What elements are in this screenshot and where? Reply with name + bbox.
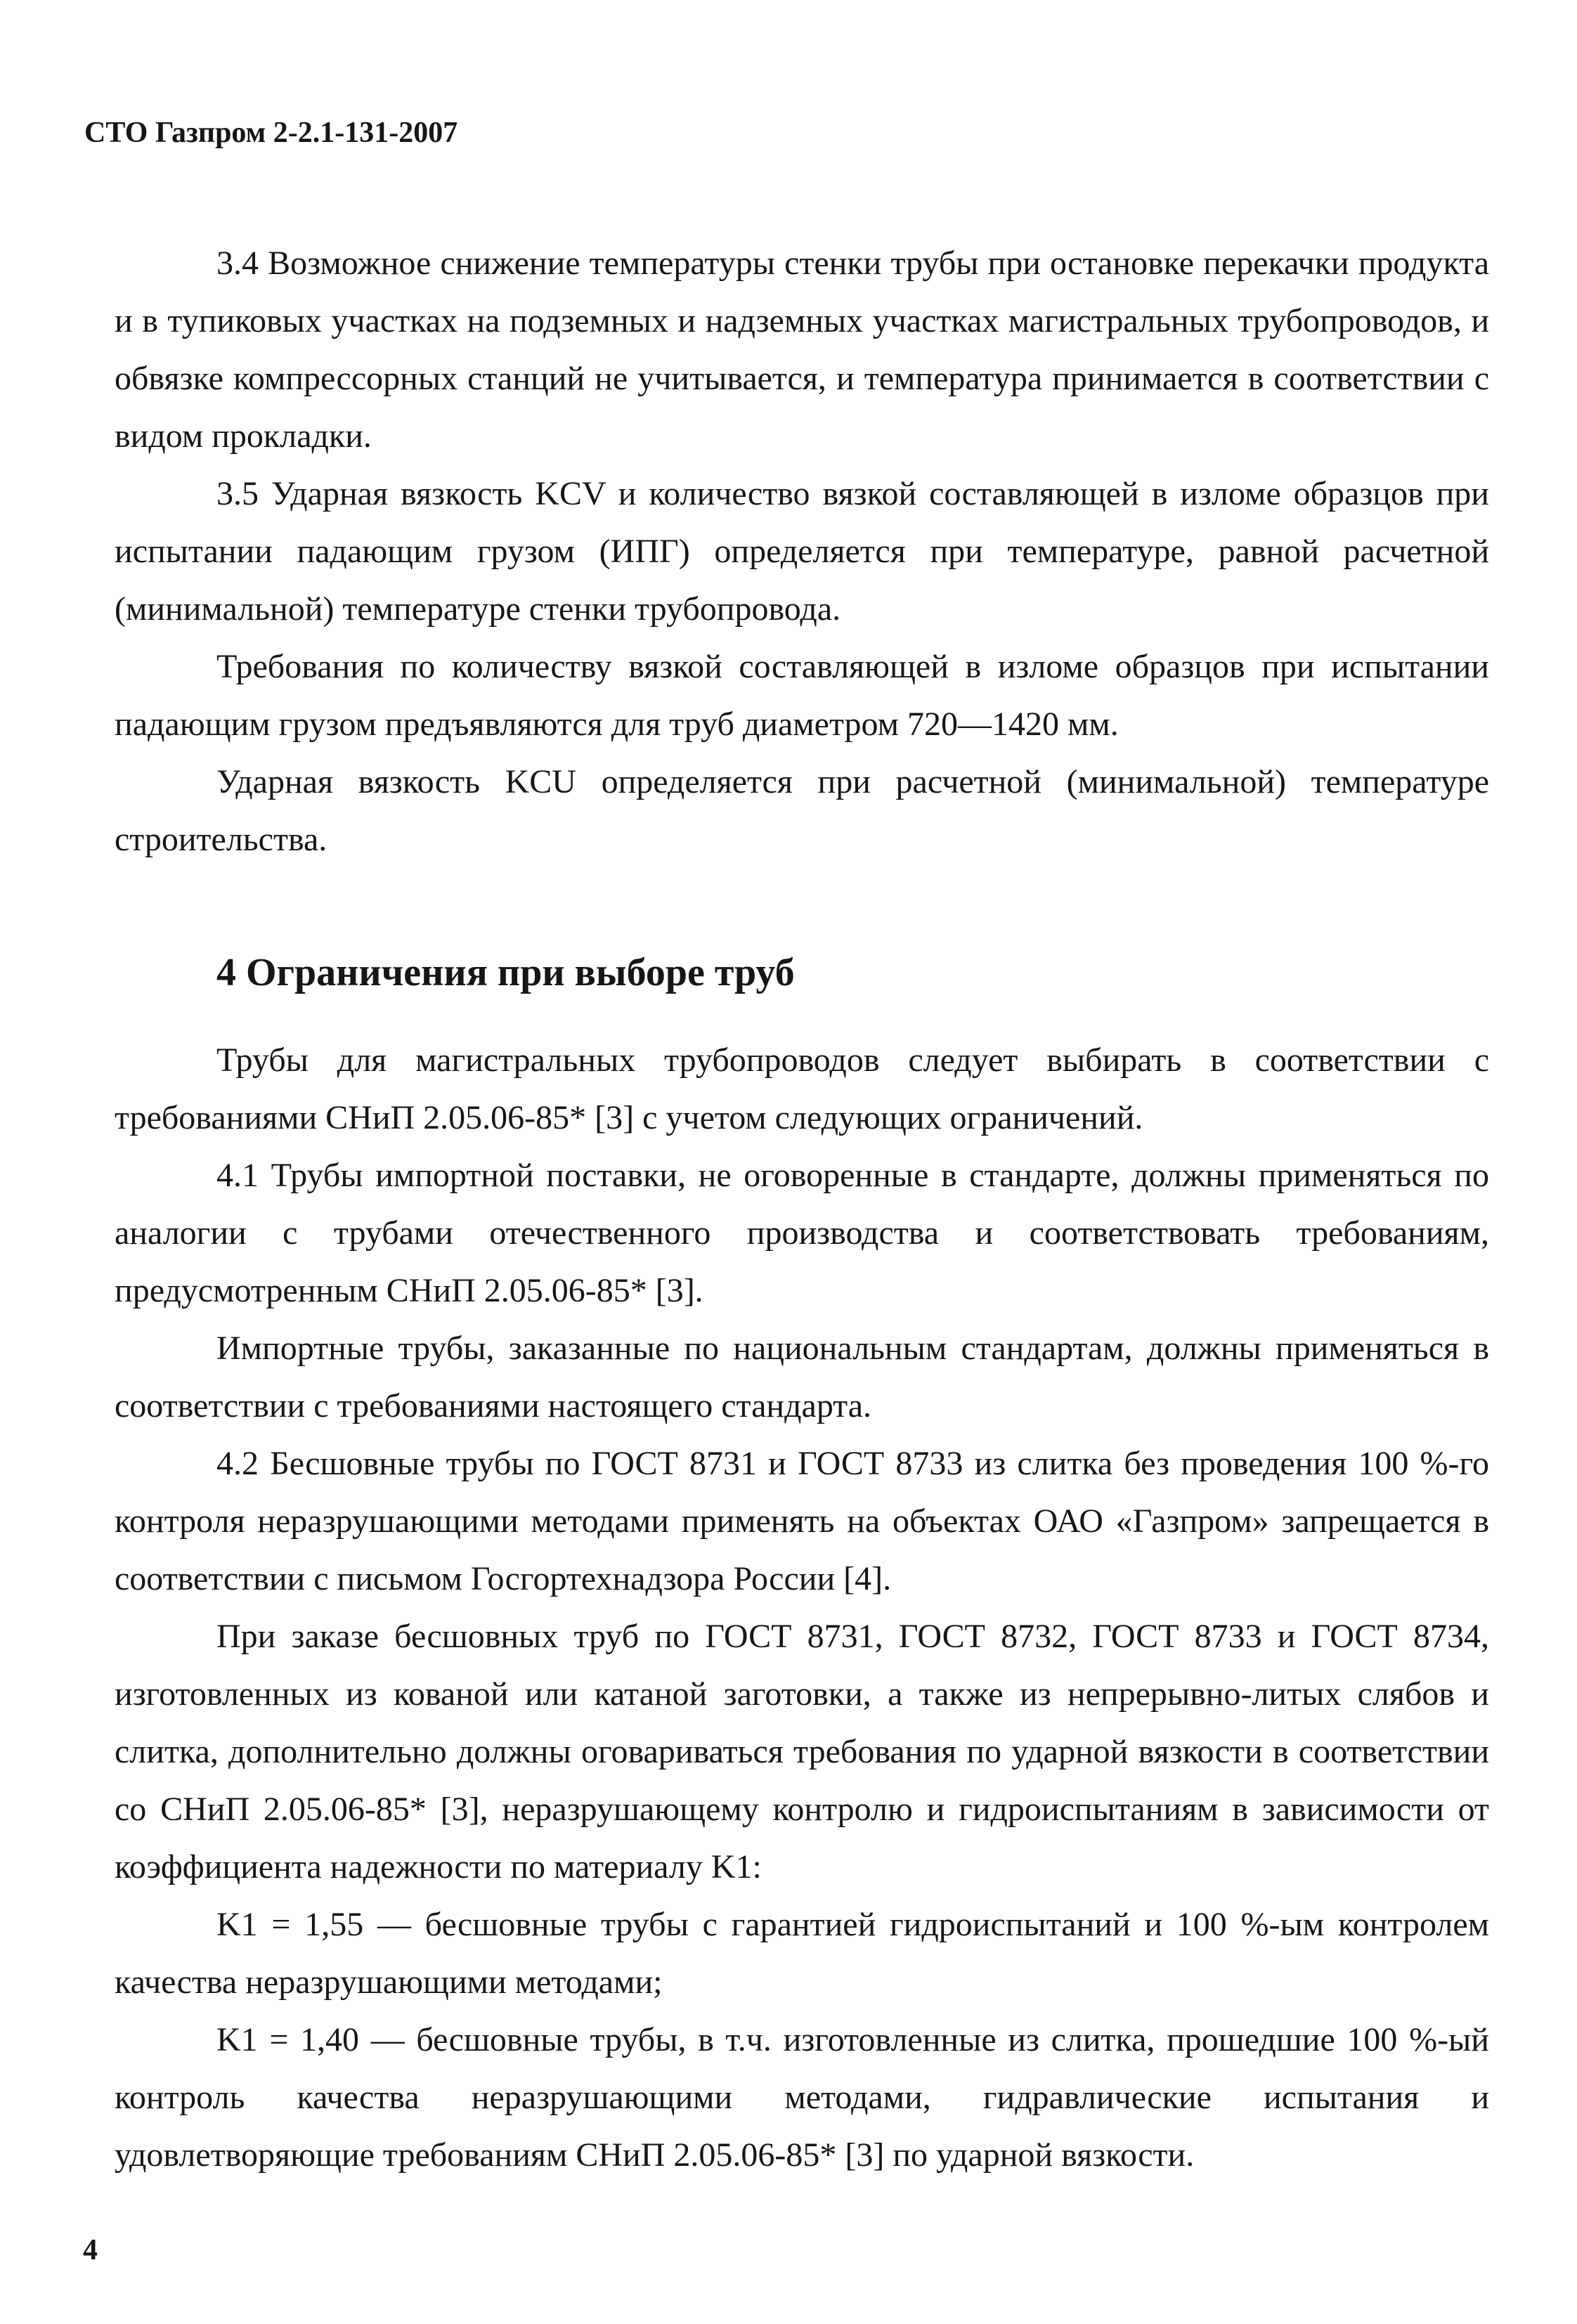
paragraph-3-4: 3.4 Возможное снижение температуры стенки трубы при остановке перекачки продукта и в тупиковых участках на подземных и надземных участках магистральных трубопроводов, и обвязке компрессорных станций не учитывается, и температура принимается в соответствии с видом прокладки.: [115, 245, 1489, 455]
paragraph-seamless-pipe-order: При заказе бесшовных труб по ГОСТ 8731, ГОСТ 8732, ГОСТ 8733 и ГОСТ 8734, изготовленных из кованой или катаной заготовки, а также из непрерывно-литых слябов и слитка, дополнительно должны оговариваться требования по ударной вязкости в соответствии со СНиП 2.05.06-85* [3], неразрушающему контролю и гидроиспытаниям в зависимости от коэффициента надежности по материалу K1:: [115, 1618, 1489, 1885]
paragraph-ductile-fracture-requirements: Требования по количеству вязкой составляющей в изломе образцов при испытании падающим грузом предъявляются для труб диаметром 720—1420 мм.: [115, 648, 1489, 743]
section-title: 4 Ограничения при выборе труб: [216, 951, 795, 994]
paragraph-kcu: Ударная вязкость KCU определяется при расчетной (минимальной) температуре строительства.: [115, 763, 1489, 858]
paragraph-k1-155: K1 = 1,55 — бесшовные трубы с гарантией гидроиспытаний и 100 %-ым контролем качества неразрушающими методами;: [115, 1906, 1489, 2001]
paragraph-4-2: 4.2 Бесшовные трубы по ГОСТ 8731 и ГОСТ 8733 из слитка без проведения 100 %-го контроля неразрушающими методами применять на объектах ОАО «Газпром» запрещается в соответствии с письмом Госгортехнадзора России [4].: [115, 1445, 1489, 1597]
document-body: [115, 235, 1489, 2184]
document-header: СТО Газпром 2-2.1-131-2007: [84, 117, 458, 149]
paragraph-k1-140: K1 = 1,40 — бесшовные трубы, в т.ч. изготовленные из слитка, прошедшие 100 %-ый контроль качества неразрушающими методами, гидравлические испытания и удовлетворяющие требованиям СНиП 2.05.06-85* [3] по ударной вязкости.: [115, 2021, 1489, 2174]
page-number: 4: [83, 2234, 98, 2266]
paragraph-imported-pipes: Импортные трубы, заказанные по национальным стандартам, должны применяться в соответствии с требованиями настоящего стандарта.: [115, 1330, 1489, 1424]
paragraph-3-5: 3.5 Ударная вязкость KCV и количество вязкой составляющей в изломе образцов при испытании падающим грузом (ИПГ) определяется при температуре, равной расчетной (минимальной) температуре стенки трубопровода.: [115, 475, 1489, 628]
paragraph-pipe-selection: Трубы для магистральных трубопроводов следует выбирать в соответствии с требованиями СНиП 2.05.06-85* [3] с учетом следующих ограничений.: [115, 1041, 1489, 1136]
paragraph-4-1: 4.1 Трубы импортной поставки, не оговоренные в стандарте, должны применяться по аналогии с трубами отечественного производства и соответствовать требованиям, предусмотренным СНиП 2.05.06-85* [3].: [115, 1157, 1489, 1309]
